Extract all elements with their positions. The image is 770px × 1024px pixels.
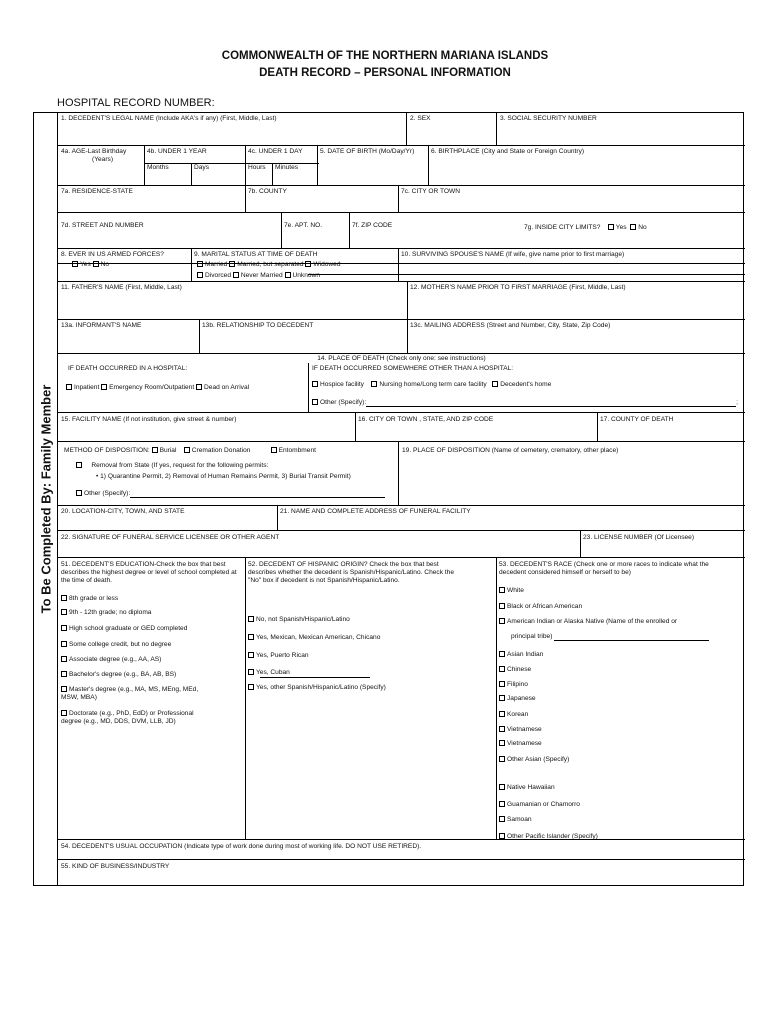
race-option: Filipino xyxy=(499,681,528,689)
checkbox[interactable] xyxy=(101,384,107,390)
field-22-label: 22. SIGNATURE OF FUNERAL SERVICE LICENSEE OR OTHER AGENT xyxy=(61,534,280,541)
checkbox[interactable] xyxy=(499,651,505,657)
field-2-label: 2. SEX xyxy=(410,115,431,122)
field-12-label: 12. MOTHER'S NAME PRIOR TO FIRST MARRIAGE (First, Middle, Last) xyxy=(410,284,626,291)
checkbox[interactable] xyxy=(271,447,277,453)
hispanic-option: Yes, Cuban xyxy=(248,669,290,677)
field-6-label: 6. BIRTHPLACE (City and State or Foreign Country) xyxy=(431,148,585,155)
education-option: Doctorate (e.g., PhD, EdD) or Professional degree (e.g., MD, DDS, DVM, LLB, JD) xyxy=(61,710,194,725)
field-7d-label: 7d. STREET AND NUMBER xyxy=(61,222,144,229)
field-51-label: 51. DECEDENT'S EDUCATION-Check the box that best describes the highest degree or level of school completed at the time of death. xyxy=(61,561,237,584)
hospital-options: Inpatient Emergency Room/Outpatient Dead on Arrival xyxy=(66,384,249,392)
checkbox[interactable] xyxy=(499,816,505,822)
education-option: Bachelor's degree (e.g., BA, AB, BS) xyxy=(61,671,211,679)
race-option: Guamanian or Chamorro xyxy=(499,801,580,809)
checkbox[interactable] xyxy=(499,587,505,593)
death-record-form xyxy=(57,112,744,886)
checkbox[interactable] xyxy=(248,616,254,622)
checkbox[interactable] xyxy=(61,710,67,716)
checkbox[interactable] xyxy=(76,462,82,468)
checkbox[interactable] xyxy=(499,681,505,687)
field-4b-days: Days xyxy=(194,164,210,171)
checkbox[interactable] xyxy=(312,399,318,405)
checkbox[interactable] xyxy=(312,381,318,387)
form-title: COMMONWEALTH OF THE NORTHERN MARIANA ISLANDS xyxy=(221,50,549,62)
field-7g-label: 7g. INSIDE CITY LIMITS? Yes No xyxy=(524,224,647,231)
education-option: 8th grade or less xyxy=(61,595,211,603)
checkbox[interactable] xyxy=(630,224,636,230)
field-13a-label: 13a. INFORMANT'S NAME xyxy=(61,322,142,329)
field-1-label: 1. DECEDENT'S LEGAL NAME (Include AKA's if any) (First, Middle, Last) xyxy=(61,115,277,122)
checkbox[interactable] xyxy=(66,384,72,390)
race-option: Japanese xyxy=(499,695,536,703)
checkbox[interactable] xyxy=(61,656,67,662)
race-option: Black or African American xyxy=(499,603,582,611)
permits-text: • 1) Quarantine Permit, 2) Removal of Human Remains Permit, 3) Burial Transit Permit) xyxy=(96,473,351,480)
race-option: American Indian or Alaska Native (Name of the enrolled or xyxy=(499,618,677,626)
field-3-label: 3. SOCIAL SECURITY NUMBER xyxy=(500,115,597,122)
field-13b-label: 13b. RELATIONSHIP TO DECEDENT xyxy=(202,322,314,329)
race-option: Korean xyxy=(499,711,528,719)
hospital-heading: IF DEATH OCCURRED IN A HOSPITAL: xyxy=(68,365,188,372)
education-option: Master's degree (e.g., MA, MS, MEng, MEd, MSW, MBA) xyxy=(61,686,199,701)
hospital-record-label: HOSPITAL RECORD NUMBER: xyxy=(57,97,215,109)
checkbox[interactable] xyxy=(499,740,505,746)
field-53-label: 53. DECEDENT'S RACE (Check one or more races to indicate what the decedent considered himself or herself to be) xyxy=(499,561,709,576)
field-23-label: 23. LICENSE NUMBER (Of Licensee) xyxy=(583,534,695,541)
race-option: Native Hawaiian xyxy=(499,784,555,792)
checkbox[interactable] xyxy=(197,261,203,267)
field-8-options: Yes No xyxy=(72,261,109,269)
non-hospital-options: Hospice facility Nursing home/Long term care facility Decedent's home xyxy=(312,381,551,389)
field-16-label: 16. CITY OR TOWN , STATE, AND ZIP CODE xyxy=(358,416,494,423)
race-option: Vietnamese xyxy=(499,726,542,734)
field-19-label: 19. PLACE OF DISPOSITION (Name of cemetery, crematory, other place) xyxy=(402,447,619,454)
other-place-option: Other (Specify): ; xyxy=(312,399,738,407)
hispanic-option: Yes, Puerto Rican xyxy=(248,652,309,660)
checkbox[interactable] xyxy=(248,669,254,675)
education-option: 9th - 12th grade; no diploma xyxy=(61,609,211,617)
checkbox[interactable] xyxy=(197,272,203,278)
field-55-label: 55. KIND OF BUSINESS/INDUSTRY xyxy=(61,863,170,870)
field-7c-label: 7c. CITY OR TOWN xyxy=(401,188,460,195)
field-4b-label: 4b. UNDER 1 YEAR xyxy=(147,148,207,155)
checkbox[interactable] xyxy=(499,784,505,790)
checkbox[interactable] xyxy=(233,272,239,278)
field-14-label: 14. PLACE OF DEATH (Check only one: see instructions) xyxy=(317,355,486,362)
checkbox[interactable] xyxy=(61,641,67,647)
checkbox[interactable] xyxy=(492,381,498,387)
field-20-label: 20. LOCATION-CITY, TOWN, AND STATE xyxy=(61,508,185,515)
field-5-label: 5. DATE OF BIRTH (Mo/Day/Yr) xyxy=(320,148,415,155)
checkbox[interactable] xyxy=(76,490,82,496)
hispanic-option: Yes, Mexican, Mexican American, Chicano xyxy=(248,634,380,642)
field-54-label: 54. DECEDENT'S USUAL OCCUPATION (Indicate type of work done during most of working life. DO NOT USE RETIRED). xyxy=(61,843,422,850)
hispanic-option: Yes, other Spanish/Hispanic/Latino (Specify) xyxy=(248,684,386,692)
checkbox[interactable] xyxy=(499,603,505,609)
field-9-row1: Married Married, but separated Widowed xyxy=(197,261,341,269)
race-option: Chinese xyxy=(499,666,531,674)
removal-option: Removal from State (If yes, request for the following permits: xyxy=(76,462,268,470)
non-hospital-heading: IF DEATH OCCURRED SOMEWHERE OTHER THAN A HOSPITAL: xyxy=(312,365,514,372)
checkbox[interactable] xyxy=(499,726,505,732)
disposition-methods: METHOD OF DISPOSITION: Burial Cremation Donation Entombment xyxy=(64,447,316,454)
field-10-label: 10. SURVIVING SPOUSE'S NAME (If wife, give name prior to first marriage) xyxy=(401,251,625,258)
field-4c-hours: Hours xyxy=(248,164,266,171)
checkbox[interactable] xyxy=(184,447,190,453)
checkbox[interactable] xyxy=(499,801,505,807)
checkbox[interactable] xyxy=(93,261,99,267)
checkbox[interactable] xyxy=(248,652,254,658)
checkbox[interactable] xyxy=(499,711,505,717)
checkbox[interactable] xyxy=(61,625,67,631)
field-4c-label: 4c. UNDER 1 DAY xyxy=(248,148,303,155)
race-option: White xyxy=(499,587,524,595)
field-4b-months: Months xyxy=(147,164,169,171)
field-11-label: 11. FATHER'S NAME (First, Middle, Last) xyxy=(61,284,182,291)
checkbox[interactable] xyxy=(152,447,158,453)
checkbox[interactable] xyxy=(499,833,505,839)
checkbox[interactable] xyxy=(499,756,505,762)
field-4a-label: 4a. AGE-Last Birthday xyxy=(61,148,127,155)
checkbox[interactable] xyxy=(499,618,505,624)
field-7e-label: 7e. APT. NO. xyxy=(284,222,323,229)
form-subtitle: DEATH RECORD – PERSONAL INFORMATION xyxy=(259,67,511,79)
race-option: Other Asian (Specify) xyxy=(499,756,569,764)
race-option: Other Pacific Islander (Specify) xyxy=(499,833,598,841)
education-option: Some college credit, but no degree xyxy=(61,641,211,649)
hispanic-option: No, not Spanish/Hispanic/Latino xyxy=(248,616,350,624)
field-7a-label: 7a. RESIDENCE-STATE xyxy=(61,188,133,195)
field-21-label: 21. NAME AND COMPLETE ADDRESS OF FUNERAL FACILITY xyxy=(280,508,471,515)
checkbox[interactable] xyxy=(499,695,505,701)
checkbox[interactable] xyxy=(248,634,254,640)
field-4c-minutes: Minutes xyxy=(275,164,299,171)
checkbox[interactable] xyxy=(248,684,254,690)
race-option: Samoan xyxy=(499,816,532,824)
checkbox[interactable] xyxy=(371,381,377,387)
race-option: Asian Indian xyxy=(499,651,543,659)
field-13c-label: 13c. MAILING ADDRESS (Street and Number, City, State, Zip Code) xyxy=(410,322,611,329)
checkbox[interactable] xyxy=(72,261,78,267)
checkbox[interactable] xyxy=(608,224,614,230)
field-4a-sub: (Years) xyxy=(92,156,114,163)
other-disposition: Other (Specify): xyxy=(76,490,385,498)
field-8-label: 8. EVER IN US ARMED FORCES? xyxy=(61,251,164,258)
checkbox[interactable] xyxy=(285,272,291,278)
field-15-label: 15. FACILITY NAME (If not institution, give street & number) xyxy=(61,416,237,423)
checkbox[interactable] xyxy=(61,686,67,692)
field-7f-label: 7f. ZIP CODE xyxy=(352,222,393,229)
checkbox[interactable] xyxy=(196,384,202,390)
checkbox[interactable] xyxy=(499,666,505,672)
field-17-label: 17. COUNTY OF DEATH xyxy=(600,416,674,423)
tribe-line: principal tribe) xyxy=(511,633,709,641)
field-7b-label: 7b. COUNTY xyxy=(248,188,287,195)
side-label: To Be Completed By: Family Member xyxy=(38,384,53,614)
checkbox[interactable] xyxy=(61,671,67,677)
field-9-label: 9. MARITAL STATUS AT TIME OF DEATH xyxy=(194,251,318,258)
race-option: Vietnamese xyxy=(499,740,542,748)
side-label-box xyxy=(33,112,57,886)
checkbox[interactable] xyxy=(229,261,235,267)
checkbox[interactable] xyxy=(305,261,311,267)
checkbox[interactable] xyxy=(61,609,67,615)
education-option: High school graduate or GED completed xyxy=(61,625,211,633)
checkbox[interactable] xyxy=(61,595,67,601)
education-option: Associate degree (e.g., AA, AS) xyxy=(61,656,211,664)
field-52-label: 52. DECEDENT OF HISPANIC ORIGIN? Check the box that best describes whether the decedent is Spanish/Hispanic/Latino. Check the "No" box if decedent is not Spanish/Hispanic/Latino. xyxy=(248,561,454,584)
field-9-row2: Divorced Never Married Unknown xyxy=(197,272,320,280)
